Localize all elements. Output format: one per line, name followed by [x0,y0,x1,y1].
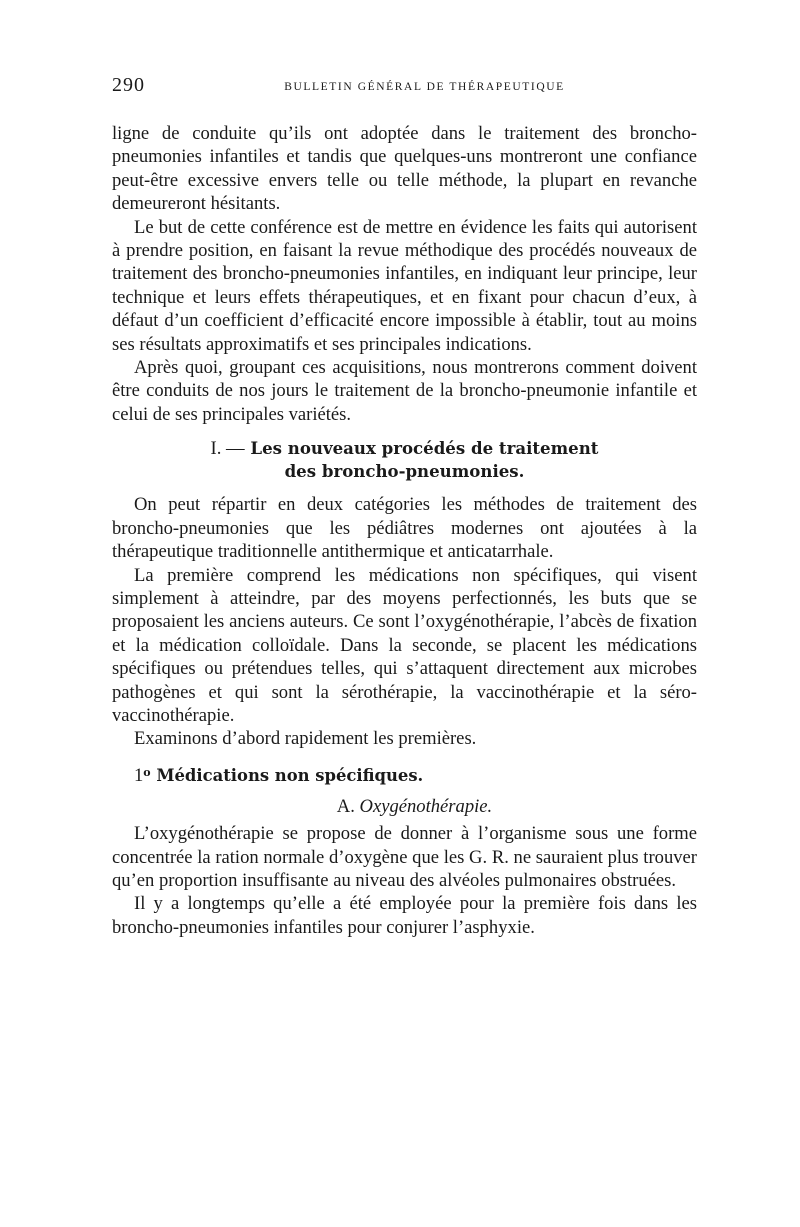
section-title-line2: des broncho-pneumonies. [284,461,525,482]
paragraph: Après quoi, groupant ces acquisitions, nous montrerons comment doivent être conduits de nos jours le traitement de la broncho-pneumonie infantile et celui de ses principales variétés. [112,357,697,425]
subsection-heading [134,761,697,787]
subsubsection-letter: A. [336,795,355,817]
paragraph: Le but de cette conférence est de mettre en évidence les faits qui autorisent à prendre position, en faisant la revue méthodique des procédés nouveaux de traitement des broncho-pneumonies infantiles, en indiquant leur principe, leur technique et leurs effets thérapeutiques, et en fixant pour chacun d’eux, à défaut d’un coefficient d’efficacité encore impossible à établir, tout au moins ses résultats approximatifs et ses principales indications. [112,216,697,355]
subsubsection-heading [112,795,697,818]
subsection-title: Médications non spécifiques. [156,765,424,785]
paragraph: L’oxygénothérapie se propose de donner à l’organisme sous une forme concentrée la ration normale d’oxygène que les G. R. ne sauraient plus trouver qu’en proportion insuffisante au niveau des alvéoles pulmonaires obstruées. [112,823,697,891]
subsection-number: 1 [134,764,144,786]
subsection-ordinal: o [143,765,151,779]
paragraph: On peut répartir en deux catégories les méthodes de traitement des broncho-pneumonies que les pédiâtres modernes ont ajoutées à la thérapeutique traditionnelle antithermique et anticatarrhale. [112,494,697,563]
page-header [112,74,697,98]
section-number: I. — [210,438,245,460]
section-title-line1: Les nouveaux procédés de traitement [250,438,599,459]
section-heading [112,437,697,483]
page-body [112,122,697,939]
subsubsection-title: Oxygénothérapie. [359,795,493,817]
page-number: 290 [112,74,145,96]
paragraph: Il y a longtemps qu’elle a été employée pour la première fois dans les broncho-pneumonies infantiles pour conjurer l’asphyxie. [112,893,697,938]
paragraph: Examinons d’abord rapidement les premières. [134,728,477,750]
paragraph: ligne de conduite qu’ils ont adoptée dans le traitement des broncho-pneumonies infantiles et tandis que quelques-uns montreront une confiance peut-être excessive envers telle ou telle méthode, la plupart en revanche demeureront hésitants. [112,123,697,215]
running-title: BULLETIN GÉNÉRAL DE THÉRAPEUTIQUE [284,81,565,93]
paragraph: La première comprend les médications non spécifiques, qui visent simplement à atteindre, par des moyens perfectionnés, les buts que se proposaient les anciens auteurs. Ce sont l’oxygénothérapie, l’abcès de fixation et la médication colloïdale. Dans la seconde, se placent les médications spécifiques ou prétendues telles, qui s’attaquent directement aux microbes pathogènes et qui sont la sérothérapie, la vaccinothérapie et la séro-vaccinothérapie. [112,564,697,726]
